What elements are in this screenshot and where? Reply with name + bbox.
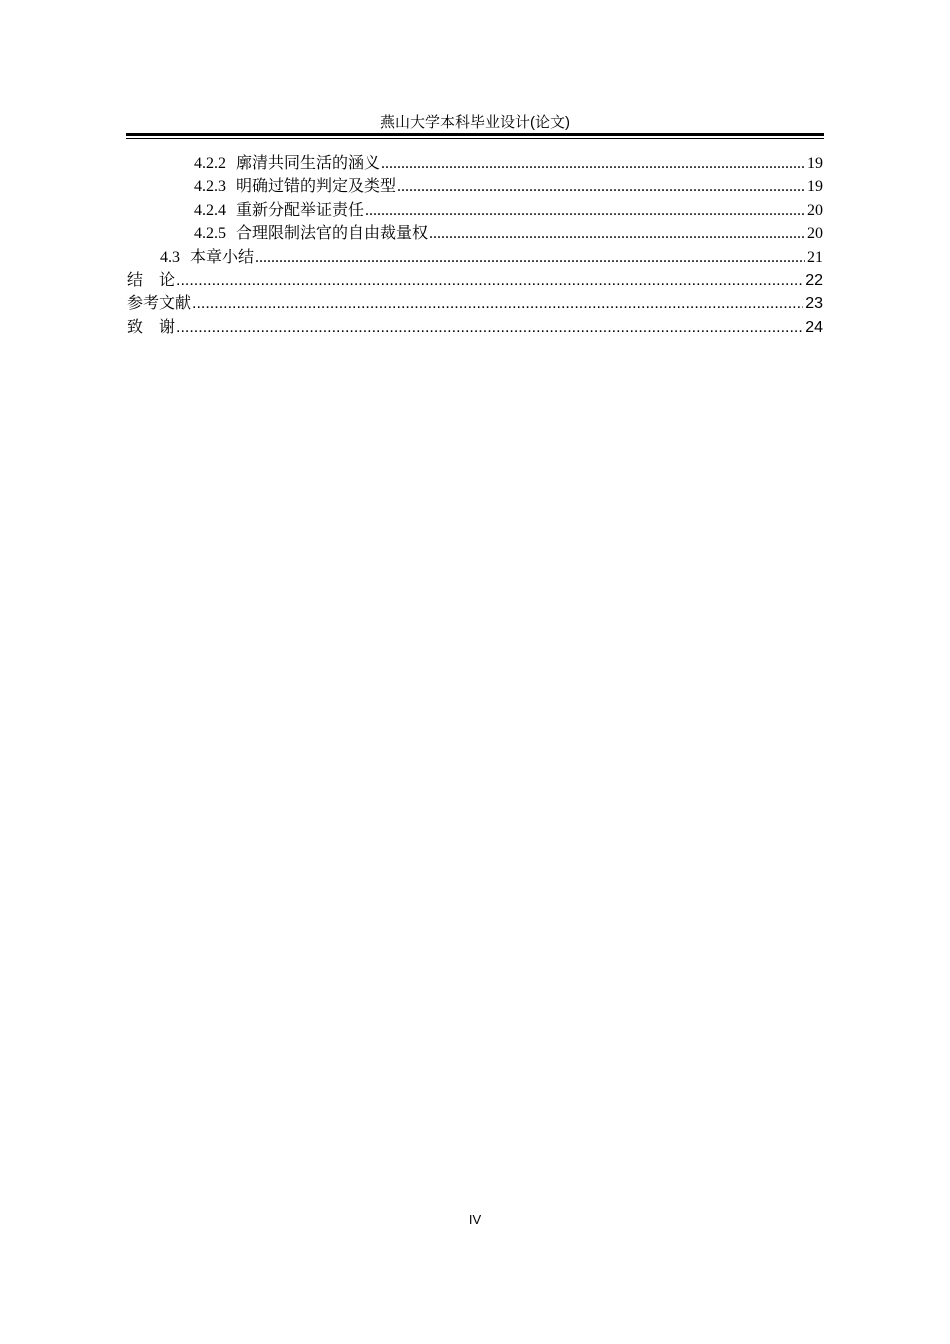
toc-entry-number: 4.2.4 [194, 201, 226, 219]
toc-entry-page: 22 [805, 271, 823, 289]
page-header-title: 燕山大学本科毕业设计(论文) [380, 114, 570, 131]
header-rule-thick [126, 133, 824, 136]
toc-entry-number: 4.2.3 [194, 178, 226, 196]
toc-entry-page: 21 [807, 248, 823, 266]
toc-entry-references[interactable] [127, 292, 823, 315]
toc-entry-title: 廓清共同生活的涵义 [236, 155, 381, 172]
toc-entry-title: 结 论 [127, 271, 176, 289]
toc-entry-page: 24 [805, 318, 823, 336]
toc-entry-page: 20 [807, 201, 823, 219]
toc-entry-acknowledgements[interactable] [127, 316, 823, 339]
page-number: IV [468, 1212, 482, 1227]
toc-entry-4-2-3[interactable] [127, 175, 823, 198]
toc-dot-leader [255, 246, 805, 269]
toc-entry-number: 4.2.5 [194, 225, 226, 243]
toc-entry-title: 致 谢 [127, 318, 176, 336]
toc-entry-conclusion[interactable] [127, 269, 823, 292]
toc-dot-leader [381, 152, 805, 175]
toc-entry-4-2-5[interactable] [127, 222, 823, 245]
toc-entry-title: 参考文献 [127, 295, 192, 313]
toc-entry-page: 19 [807, 178, 823, 196]
toc-dot-leader [397, 175, 805, 198]
toc-dot-leader [176, 269, 803, 292]
toc-entry-page: 23 [805, 295, 823, 313]
toc-entry-page: 20 [807, 225, 823, 243]
toc-entry-title: 明确过错的判定及类型 [236, 178, 397, 196]
toc-dot-leader [365, 199, 805, 222]
toc-entry-title: 合理限制法官的自由裁量权 [236, 225, 429, 243]
toc-entry-page: 19 [807, 155, 823, 172]
toc-entry-4-2-2[interactable] [127, 152, 823, 175]
toc-dot-leader [192, 292, 803, 315]
toc-entry-number: 4.2.2 [194, 155, 226, 172]
toc-entry-4-2-4[interactable] [127, 199, 823, 222]
toc-entry-number: 4.3 [160, 248, 180, 266]
toc-dot-leader [176, 316, 803, 339]
toc-entry-title: 本章小结 [190, 248, 255, 266]
table-of-contents [127, 152, 823, 339]
toc-entry-title: 重新分配举证责任 [236, 201, 365, 219]
toc-entry-4-3[interactable] [127, 246, 823, 269]
header-rule-thin [126, 138, 824, 139]
toc-dot-leader [429, 222, 805, 245]
